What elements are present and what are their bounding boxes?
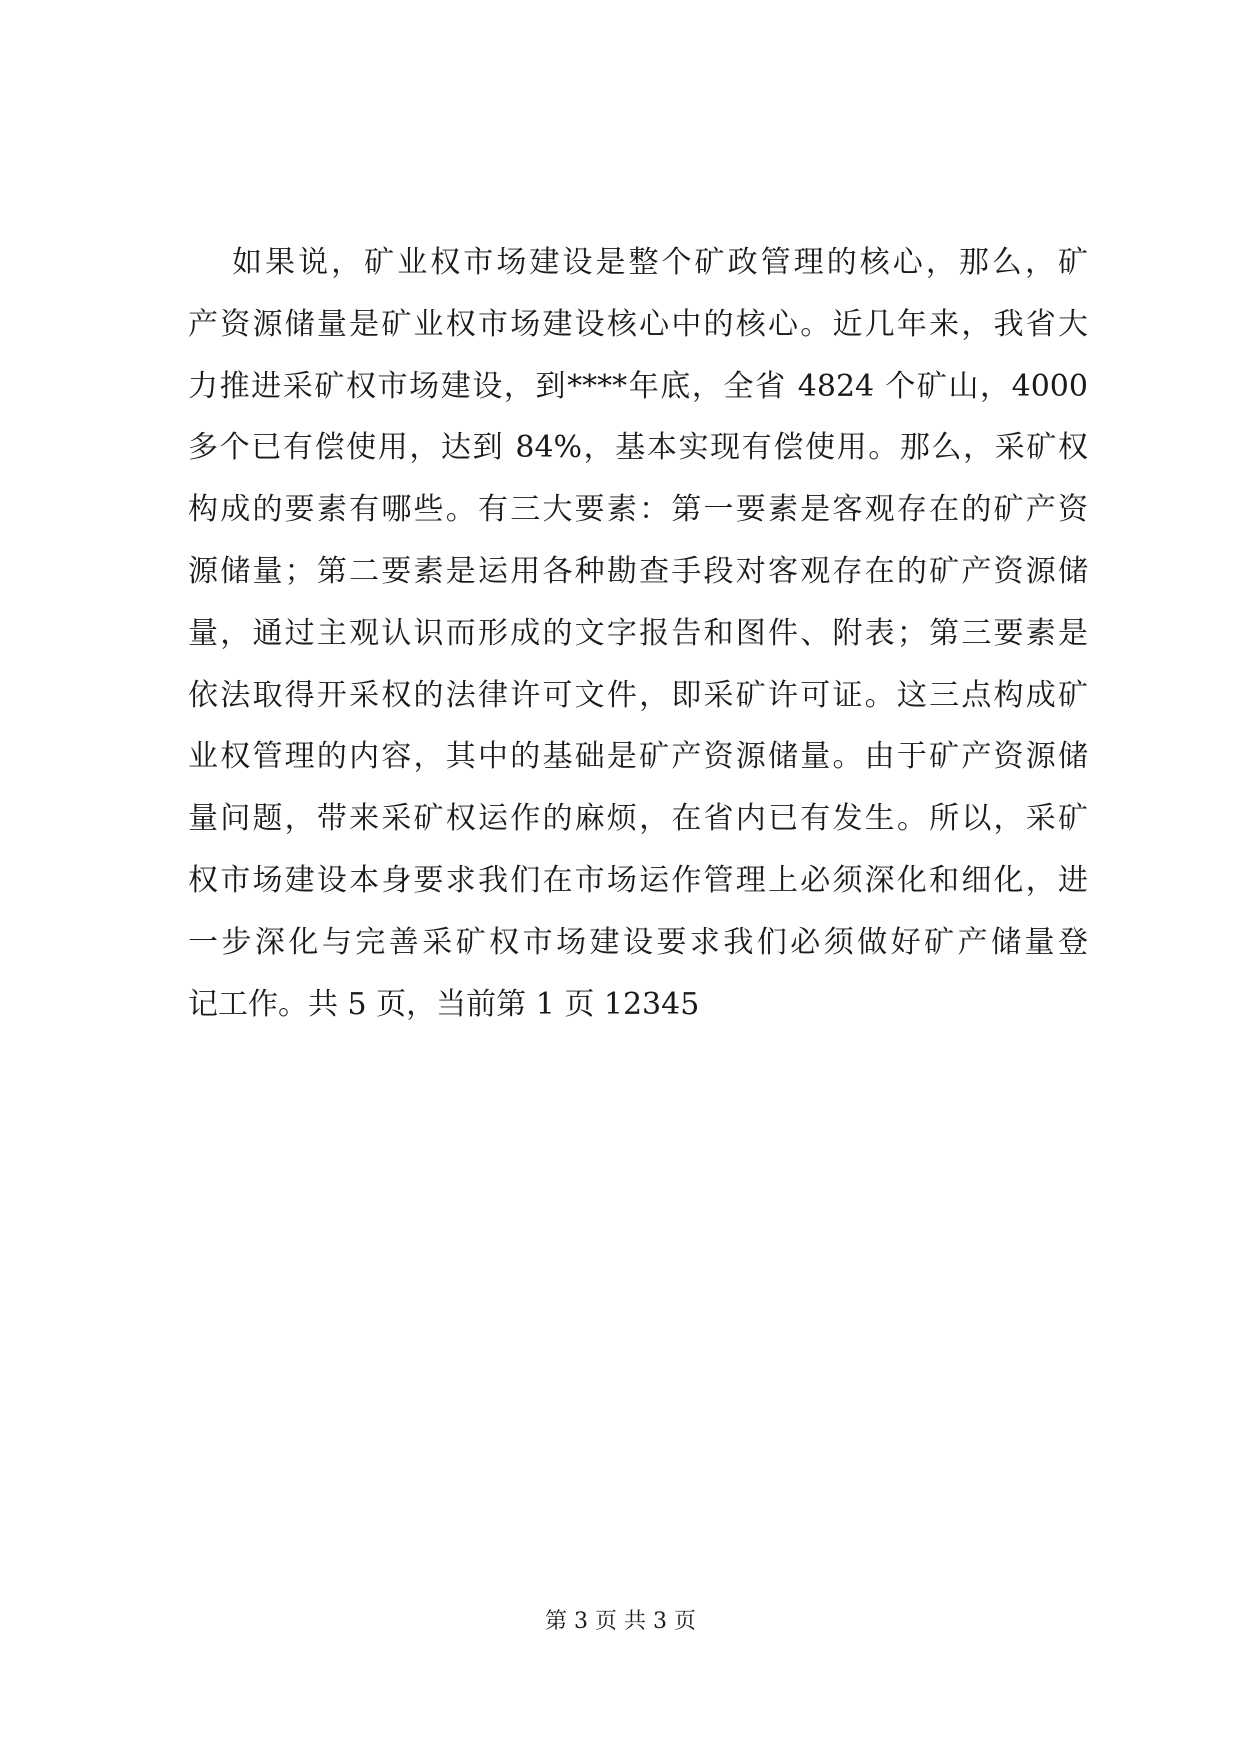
paragraph-line: 记工作。共 5 页，当前第 1 页 12345 [188,986,700,1022]
body-paragraph [188,232,1088,1035]
paragraph-line: 如果说，矿业权市场建设是整个矿政管理的核心，那么，矿 [232,245,1088,280]
paragraph-line: 源储量；第二要素是运用各种勘查手段对客观存在的矿产资源储 [188,553,1088,589]
paragraph-line: 构成的要素有哪些。有三大要素：第一要素是客观存在的矿产资 [188,492,1088,528]
paragraph-line: 量，通过主观认识而形成的文字报告和图件、附表；第三要素是 [188,615,1088,651]
page-footer: 第 3 页 共 3 页 [545,1609,696,1634]
paragraph-line: 业权管理的内容，其中的基础是矿产资源储量。由于矿产资源储 [188,739,1088,775]
paragraph-line: 一步深化与完善采矿权市场建设要求我们必须做好矿产储量登 [188,924,1088,960]
paragraph-line: 力推进采矿权市场建设，到****年底，全省 4824 个矿山，4000 [188,368,1088,404]
paragraph-line: 权市场建设本身要求我们在市场运作管理上必须深化和细化，进 [188,862,1088,898]
paragraph-line: 多个已有偿使用，达到 84%，基本实现有偿使用。那么，采矿权 [188,430,1088,466]
paragraph-line: 依法取得开采权的法律许可文件，即采矿许可证。这三点构成矿 [188,677,1088,713]
paragraph-line: 产资源储量是矿业权市场建设核心中的核心。近几年来，我省大 [188,306,1088,342]
paragraph-line: 量问题，带来采矿权运作的麻烦，在省内已有发生。所以，采矿 [188,801,1088,837]
